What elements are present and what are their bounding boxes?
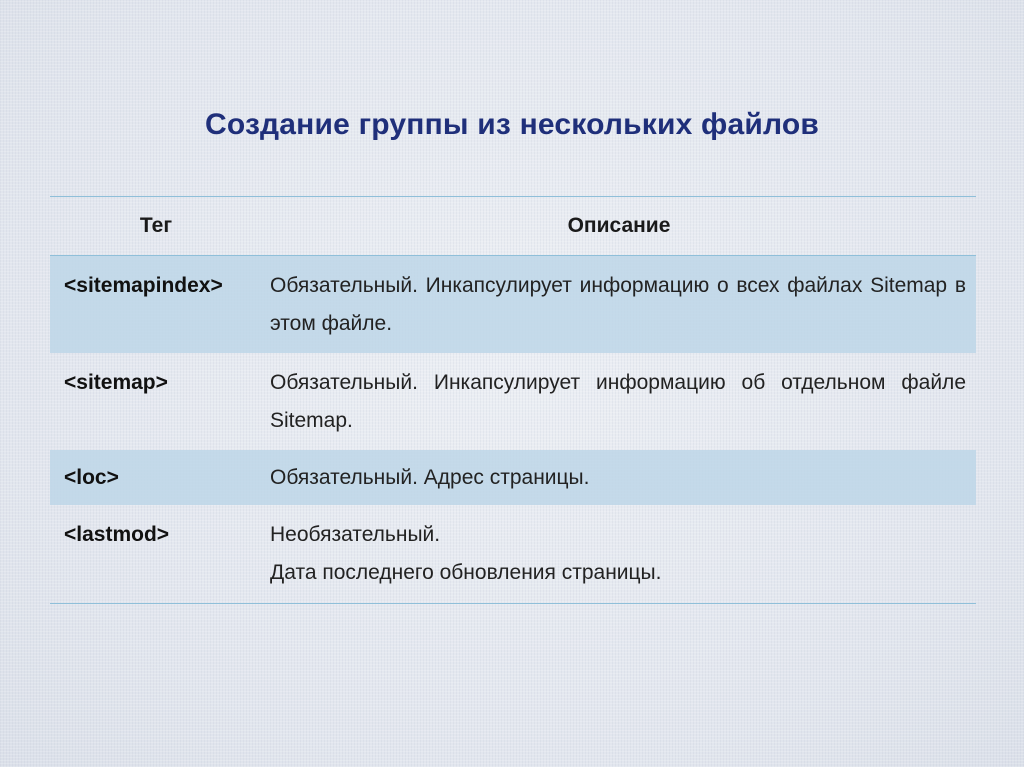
table-header-row — [50, 197, 976, 256]
tag-cell: <loc> — [50, 450, 262, 505]
table-row — [50, 450, 976, 505]
tags-table — [50, 196, 976, 604]
tag-cell: <lastmod> — [64, 523, 170, 546]
header-description: Описание — [262, 197, 976, 256]
tag-cell: <sitemap> — [64, 371, 168, 394]
header-tag: Тег — [50, 197, 262, 256]
description-cell — [262, 505, 976, 603]
description-cell: Обязательный. Инкапсулирует информацию о всех файлах Sitemap в этом файле. — [262, 256, 976, 354]
description-line: Необязательный. — [270, 523, 441, 546]
table-row — [50, 353, 976, 450]
tag-cell: <sitemapindex> — [50, 256, 262, 354]
table-row — [50, 256, 976, 354]
description-line: Дата последнего обновления страницы. — [270, 561, 662, 584]
slide-title: Создание группы из нескольких файлов — [204, 108, 820, 141]
description-cell: Обязательный. Адрес страницы. — [262, 450, 976, 505]
table-row — [50, 505, 976, 603]
description-cell: Обязательный. Инкапсулирует информацию об отдельном файле Sitemap. — [270, 371, 966, 432]
